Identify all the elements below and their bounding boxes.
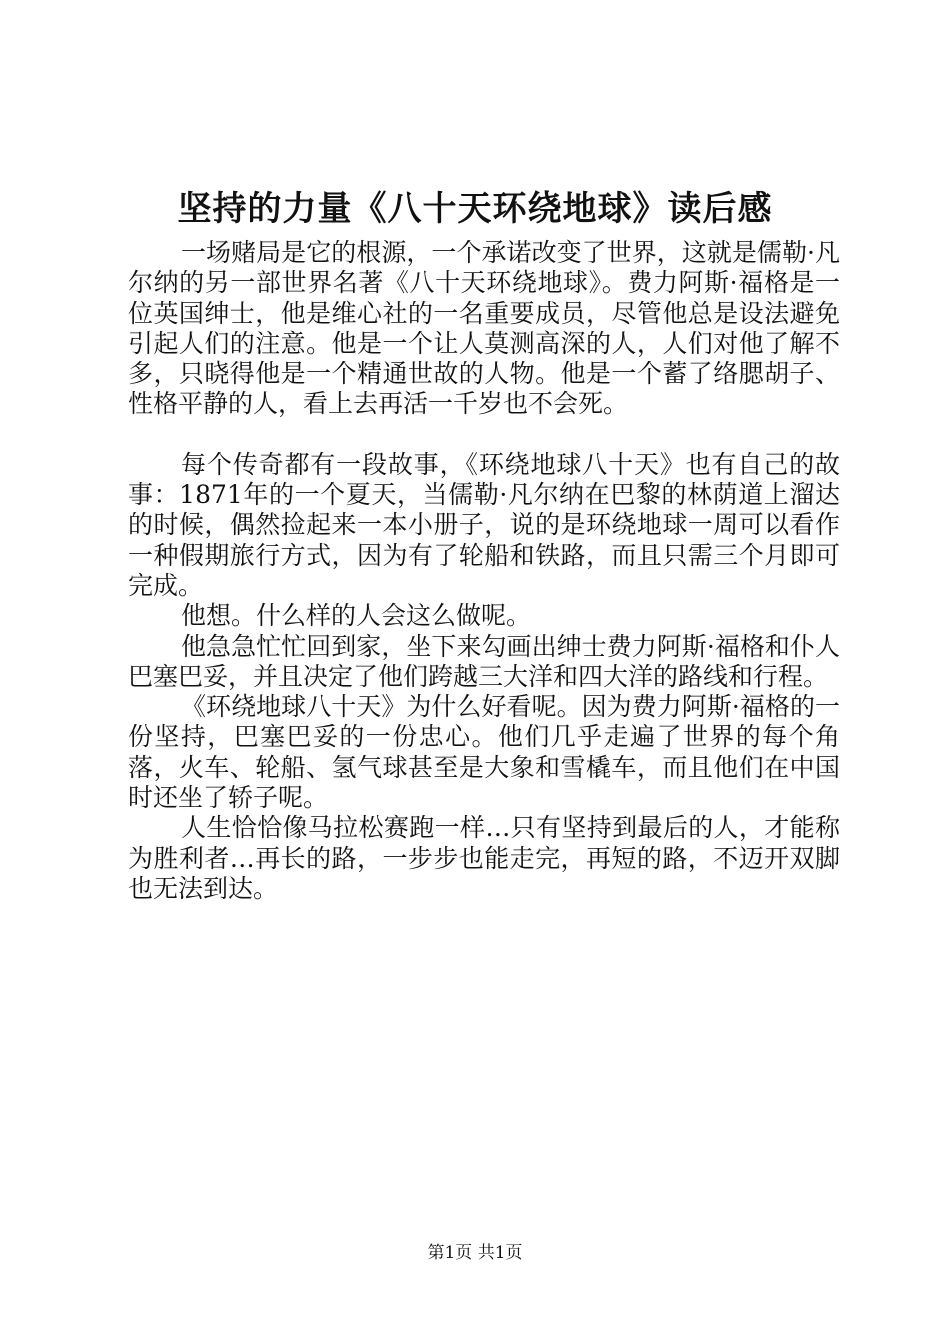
article-body: [128, 238, 840, 904]
paragraph-why-good: 《环绕地球八十天》为什么好看呢。因为费力阿斯·福格的一份坚持，巴塞巴妥的一份忠心。他们几乎走遍了世界的每个角落，火车、轮船、氢气球甚至是大象和雪橇车，而且他们在中国时还坐了轿子呢。: [128, 692, 840, 813]
paragraph-conclusion: 人生恰恰像马拉松赛跑一样…只有坚持到最后的人，才能称为胜利者…再长的路，一步步也能走完，再短的路，不迈开双脚也无法到达。: [128, 813, 840, 903]
paragraph-thought: 他想。什么样的人会这么做呢。: [181, 601, 532, 631]
page-title: 坚持的力量《八十天环绕地球》读后感: [177, 189, 773, 229]
paragraph-planning: 他急急忙忙回到家，坐下来勾画出绅士费力阿斯·福格和仆人巴塞巴妥，并且决定了他们跨越三大洋和四大洋的路线和行程。: [128, 631, 840, 691]
paragraph-story-origin: 每个传奇都有一段故事，《环绕地球八十天》也有自己的故事：1871年的一个夏天，当儒勒·凡尔纳在巴黎的林荫道上溜达的时候，偶然捡起来一本小册子，说的是环绕地球一周可以看作一种假期旅行方式，因为有了轮船和铁路，而且只需三个月即可完成。: [128, 449, 840, 600]
paragraph-intro: 一场赌局是它的根源，一个承诺改变了世界，这就是儒勒·凡尔纳的另一部世界名著《八十天环绕地球》。费力阿斯·福格是一位英国绅士，他是维心社的一名重要成员，尽管他总是设法避免引起人们的注意。他是一个让人莫测高深的人，人们对他了解不多，只晓得他是一个精通世故的人物。他是一个蓄了络腮胡子、性格平静的人，看上去再活一千岁也不会死。: [128, 238, 840, 419]
page-footer: 第1页 共1页: [427, 1243, 523, 1263]
